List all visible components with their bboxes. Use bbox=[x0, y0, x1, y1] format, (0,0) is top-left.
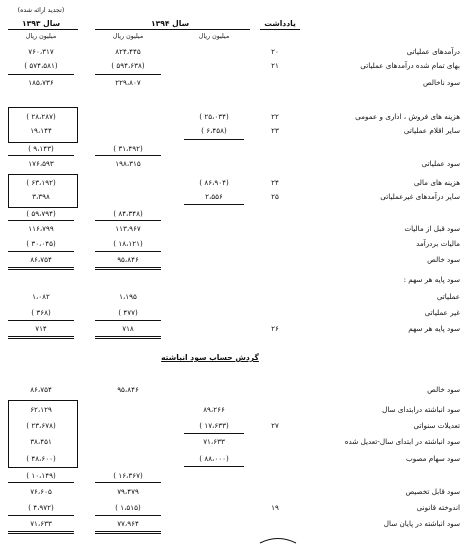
header-underline-notes bbox=[260, 29, 300, 30]
row-value-1394: ۹۵،۸۴۶ bbox=[117, 385, 139, 394]
subtotal-line bbox=[95, 320, 161, 321]
row-label: غیر عملیاتی bbox=[424, 308, 460, 317]
row-value-1393: (۹،۱۴۳ ) bbox=[28, 144, 54, 153]
row-value-detail: ۷۱،۶۳۳ bbox=[203, 437, 225, 446]
row-value-detail: ۲،۵۵۶ bbox=[205, 192, 223, 201]
row-value-1394: ۹۵،۸۴۶ bbox=[117, 255, 139, 264]
subtotal-line bbox=[8, 155, 74, 156]
row-value-1393: ۷۱۴ bbox=[35, 324, 47, 333]
total-double-line bbox=[8, 336, 74, 337]
row-label: اندوخته قانونی bbox=[416, 503, 460, 512]
total-double-line bbox=[8, 531, 74, 532]
row-label: هزینه های مالی bbox=[413, 178, 460, 187]
row-value-1393: ۳،۳۹۸ bbox=[32, 192, 50, 201]
row-note: ۲۶ bbox=[271, 324, 279, 333]
restated-label: (تجدید ارائه شده) bbox=[17, 7, 65, 14]
retained-earnings-title: گردش حساب سود انباشته bbox=[161, 353, 259, 362]
year-1393-header: سال ۱۳۹۳ bbox=[21, 19, 61, 28]
row-note: ۲۱ bbox=[271, 61, 279, 70]
row-label: سود خالص bbox=[427, 255, 460, 264]
row-value-1393: (۳۰،۰۴۵ ) bbox=[26, 239, 56, 248]
row-value-1394: ۷۷،۹۶۴ bbox=[117, 519, 139, 528]
total-double-line bbox=[8, 269, 74, 270]
total-double-line bbox=[95, 269, 161, 270]
row-label: هزینه های فروش ، اداری و عمومی bbox=[355, 112, 460, 121]
row-value-1393: ۶۲،۱۲۹ bbox=[30, 405, 52, 414]
row-value-1393: (۳۶۸ ) bbox=[31, 308, 51, 317]
subtotal-line bbox=[95, 155, 161, 156]
row-value-1394: ۷۱۸ bbox=[122, 324, 134, 333]
row-label: تعدیلات سنواتی bbox=[413, 421, 460, 430]
row-value-1393: ۱۹،۱۴۴ bbox=[30, 126, 52, 135]
row-value-1394: ۱۹۸،۳۱۵ bbox=[115, 159, 141, 168]
row-value-1393: ۱،۰۸۲ bbox=[32, 292, 50, 301]
total-double-line bbox=[95, 533, 161, 534]
row-label: سایر اقلام عملیاتی bbox=[403, 126, 460, 135]
subtotal-line bbox=[95, 74, 161, 75]
row-note: ۲۰ bbox=[271, 47, 279, 56]
row-label: درآمدهای عملیاتی bbox=[406, 47, 460, 56]
row-value-1394: (۱۸،۱۲۱ ) bbox=[113, 239, 143, 248]
page-mark-arc bbox=[258, 536, 298, 544]
subtotal-line bbox=[8, 251, 74, 252]
row-value-detail: (۶،۴۵۸ ) bbox=[201, 126, 227, 135]
row-value-1393: (۵۹،۷۹۴ ) bbox=[26, 209, 56, 218]
row-label: سود انباشته در پایان سال bbox=[383, 519, 460, 528]
row-value-1393: (۲۸،۲۸۷ ) bbox=[26, 112, 56, 121]
row-label: سود سهام مصوب bbox=[405, 454, 460, 463]
row-value-1393: ۱۷۶،۵۹۳ bbox=[28, 159, 54, 168]
row-value-1393: ۳۸،۴۵۱ bbox=[30, 437, 52, 446]
row-value-1394: ۱،۱۹۵ bbox=[119, 292, 137, 301]
row-note: ۱۹ bbox=[271, 503, 279, 512]
subtotal-line bbox=[8, 482, 74, 483]
row-value-1393: ۸۶،۷۵۴ bbox=[30, 255, 52, 264]
row-value-detail: (۸۶،۹۰۴ ) bbox=[199, 178, 229, 187]
row-label: سود خالص bbox=[427, 385, 460, 394]
subtotal-line bbox=[8, 320, 74, 321]
notes-header: یادداشت bbox=[264, 19, 296, 28]
row-label: سود قبل از مالیات bbox=[404, 224, 460, 233]
subtotal-line bbox=[95, 482, 161, 483]
row-value-1393: (۴۸،۶۰۰ ) bbox=[26, 454, 56, 463]
subtotal-line bbox=[184, 139, 244, 140]
row-value-1393: (۲۳،۶۷۸ ) bbox=[26, 421, 56, 430]
total-double-line bbox=[95, 531, 161, 532]
row-value-1394: (۴۷۷ ) bbox=[118, 308, 138, 317]
row-label: سود عملیاتی bbox=[421, 159, 460, 168]
row-value-1394: ۷۹،۴۷۹ bbox=[117, 487, 139, 496]
row-label: عملیاتی bbox=[436, 292, 460, 301]
header-underline-1394 bbox=[95, 29, 250, 30]
total-double-line bbox=[8, 533, 74, 534]
row-value-1393: ۷۶۰،۳۱۷ bbox=[28, 47, 54, 56]
row-value-1393: (۴،۹۷۲ ) bbox=[28, 503, 54, 512]
subtotal-line bbox=[8, 220, 74, 221]
row-value-1393: ۸۶،۷۵۴ bbox=[30, 385, 52, 394]
unit-label: میلیون ریال bbox=[198, 33, 230, 40]
subtotal-line bbox=[8, 74, 74, 75]
row-label: سود ناخالص bbox=[422, 78, 460, 87]
row-label: بهای تمام شده درآمدهای عملیاتی bbox=[360, 61, 460, 70]
subtotal-line bbox=[8, 515, 74, 516]
row-value-1393: (۱۰،۱۴۹ ) bbox=[26, 471, 56, 480]
unit-label: میلیون ریال bbox=[112, 33, 144, 40]
row-value-detail: (۱۷،۶۳۳ ) bbox=[199, 421, 229, 430]
subtotal-line bbox=[184, 204, 244, 205]
year-1394-header: سال ۱۳۹۴ bbox=[150, 19, 190, 28]
row-value-1394: ۲۲۹،۸۰۷ bbox=[115, 78, 141, 87]
row-value-1393: ۷۱،۶۳۳ bbox=[30, 519, 52, 528]
subtotal-line bbox=[95, 251, 161, 252]
row-label: سود قابل تخصیص bbox=[405, 487, 460, 496]
total-double-line bbox=[95, 338, 161, 339]
row-value-1394: (۳۱،۴۹۲ ) bbox=[113, 144, 143, 153]
total-double-line bbox=[95, 336, 161, 337]
row-value-1393: ۱۱۶،۷۹۹ bbox=[28, 224, 54, 233]
row-value-detail: ۸۹،۲۶۶ bbox=[203, 405, 225, 414]
subtotal-line bbox=[184, 466, 244, 467]
row-value-1394: (۵۹۴،۶۳۸ ) bbox=[111, 61, 145, 70]
row-value-detail: (۲۵،۰۳۴ ) bbox=[199, 112, 229, 121]
row-note: ۲۷ bbox=[271, 421, 279, 430]
row-value-1394: (۱،۵۱۵ ) bbox=[115, 503, 141, 512]
row-value-1394: ۸۲۴،۴۴۵ bbox=[115, 47, 141, 56]
row-label: سود انباشته در ابتدای سال-تعدیل شده bbox=[344, 437, 460, 446]
row-value-1394: ۱۱۳،۹۶۷ bbox=[115, 224, 141, 233]
row-value-1393: ۷۶،۶۰۵ bbox=[30, 487, 52, 496]
subtotal-line bbox=[95, 515, 161, 516]
row-label: سود انباشته درابتدای سال bbox=[382, 405, 460, 414]
row-label: مالیات بردرآمد bbox=[416, 239, 460, 248]
row-value-1393: (۶۳،۱۹۲ ) bbox=[26, 178, 56, 187]
row-value-1393: ۱۸۵،۷۳۶ bbox=[28, 78, 54, 87]
total-double-line bbox=[8, 338, 74, 339]
total-double-line bbox=[8, 267, 74, 268]
subtotal-line bbox=[95, 220, 161, 221]
row-note: ۲۴ bbox=[271, 178, 279, 187]
row-label: سایر درآمدهای غیرعملیاتی bbox=[380, 192, 460, 201]
row-note: ۲۳ bbox=[271, 126, 279, 135]
unit-label: میلیون ریال bbox=[25, 33, 57, 40]
header-underline-1393 bbox=[8, 29, 78, 30]
row-label: سود پایه هر سهم : bbox=[403, 275, 460, 284]
row-label: سود پایه هر سهم bbox=[408, 324, 460, 333]
row-value-1394: (۱۶،۳۶۷ ) bbox=[113, 471, 143, 480]
row-note: ۲۵ bbox=[271, 192, 279, 201]
row-value-detail: (۸۸،۰۰۰ ) bbox=[199, 454, 229, 463]
row-value-1394: (۸۴،۳۴۸ ) bbox=[113, 209, 143, 218]
row-note: ۲۲ bbox=[271, 112, 279, 121]
total-double-line bbox=[95, 267, 161, 268]
row-value-1393: (۵۷۴،۵۸۱ ) bbox=[24, 61, 58, 70]
subtotal-line bbox=[184, 433, 244, 434]
